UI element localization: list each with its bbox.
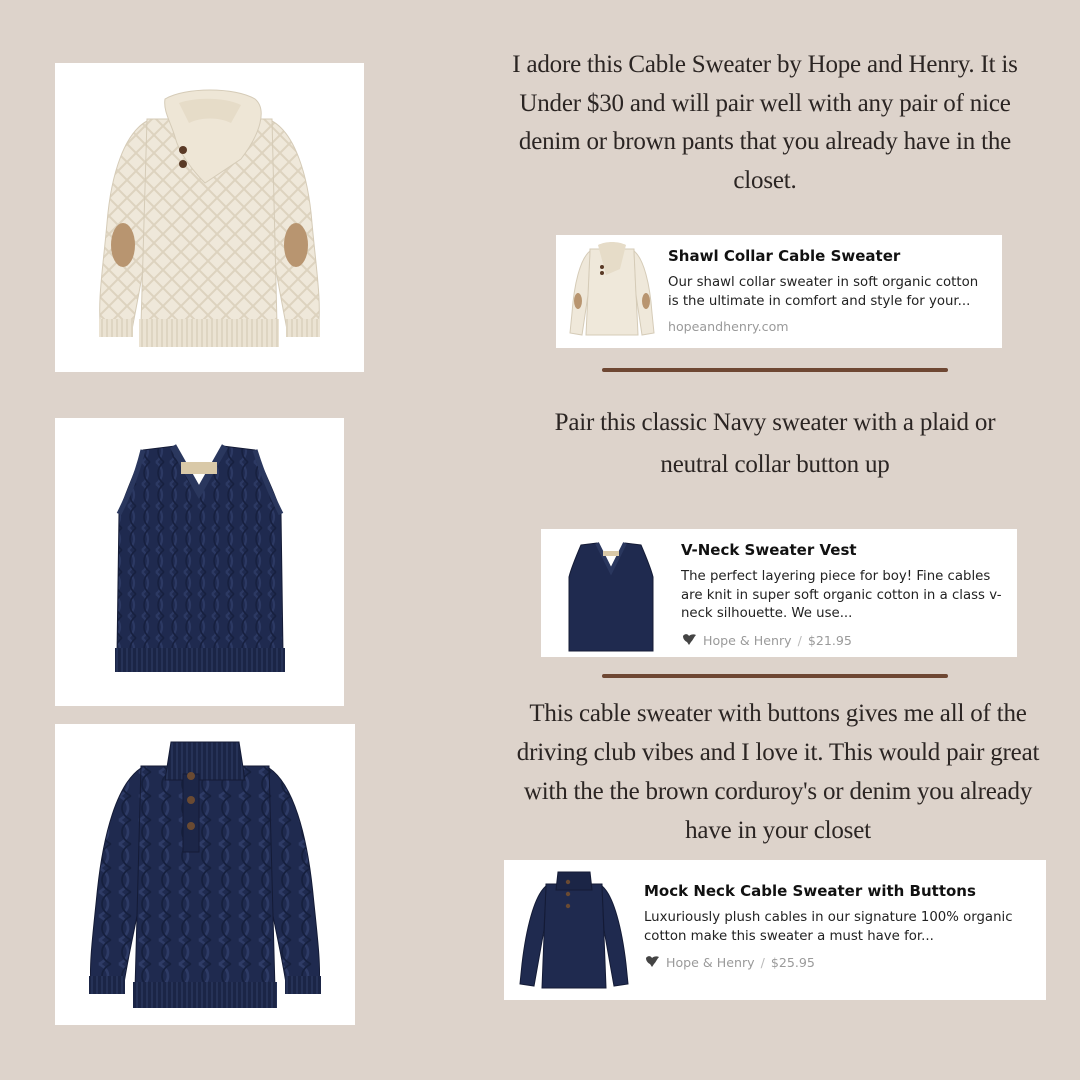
meta-separator: / <box>760 955 765 970</box>
vest-thumbnail <box>541 529 681 657</box>
card-description: The perfect layering piece for boy! Fine cables are knit in super soft organic cotton in a class v-neck silhouette. We use... <box>681 569 1002 621</box>
mock-neck-thumbnail <box>504 860 644 1000</box>
shawl-sweater-link-card[interactable] <box>556 235 1002 348</box>
meta-separator: / <box>797 632 802 648</box>
mock-neck-caption: This cable sweater with buttons gives me all of the driving club vibes and I love it. This would pair great with the the brown corduroy's or denim you already have in your closet <box>516 700 1040 844</box>
rooster-icon <box>644 954 660 971</box>
mock-neck-link-card[interactable] <box>504 860 1046 1000</box>
card-title[interactable]: Mock Neck Cable Sweater with Buttons <box>644 882 976 900</box>
card-source[interactable]: Hope & Henry <box>666 955 755 970</box>
card-source[interactable]: hopeandhenry.com <box>668 319 789 334</box>
card-source[interactable]: Hope & Henry <box>703 632 792 648</box>
shawl-sweater-caption: I adore this Cable Sweater by Hope and Henry. It is Under $30 and will pair well with any pair of nice denim or brown pants that you already have in the closet. <box>512 51 1018 194</box>
card-price: $21.95 <box>807 632 852 648</box>
section-divider <box>602 368 948 372</box>
card-description: Our shawl collar sweater in soft organic cotton is the ultimate in comfort and style for your... <box>668 275 979 309</box>
shawl-sweater-thumbnail <box>556 235 668 348</box>
card-title[interactable]: Shawl Collar Cable Sweater <box>668 247 901 265</box>
card-description: Luxuriously plush cables in our signature 100% organic cotton make this sweater a must have for... <box>644 910 1013 944</box>
vneck-vest-photo <box>55 418 344 706</box>
shawl-sweater-photo <box>55 63 364 372</box>
section-divider <box>602 674 948 678</box>
card-title[interactable]: V-Neck Sweater Vest <box>681 541 857 559</box>
rooster-icon <box>681 632 697 649</box>
vest-caption: Pair this classic Navy sweater with a plaid or neutral collar button up <box>554 409 996 478</box>
mock-neck-sweater-photo <box>55 724 355 1025</box>
card-price: $25.95 <box>770 955 815 970</box>
vest-link-card[interactable] <box>541 529 1017 657</box>
